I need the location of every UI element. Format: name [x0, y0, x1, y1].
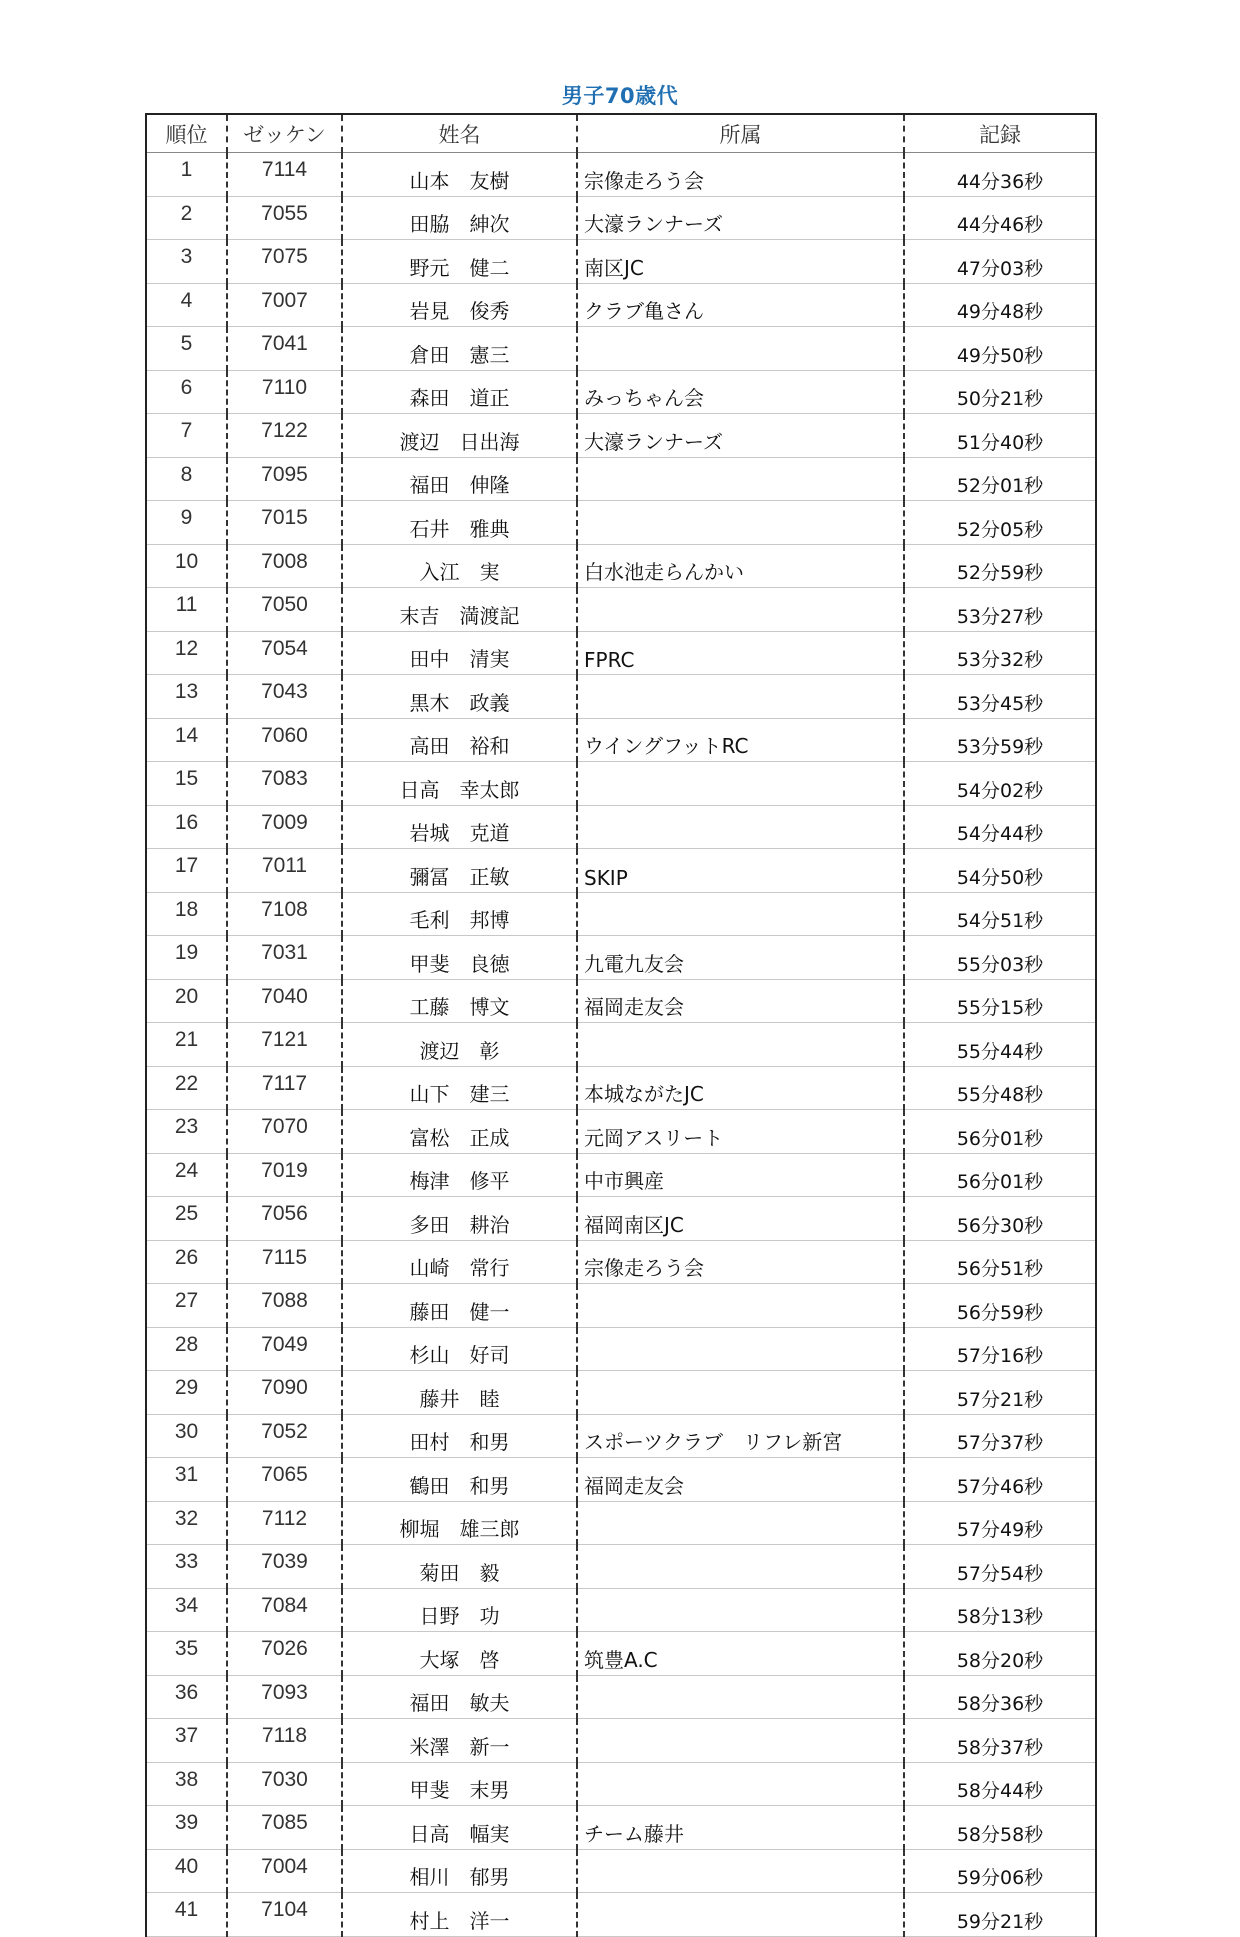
bib-cell: 7121: [227, 1023, 342, 1067]
table-row: [146, 1371, 1096, 1415]
team-cell: 元岡アスリート: [577, 1110, 904, 1154]
table-row: [146, 1719, 1096, 1763]
table-row: [146, 370, 1096, 414]
table-row: [146, 979, 1096, 1023]
results-table: [145, 113, 1097, 1937]
name-cell: 田村 和男: [342, 1414, 577, 1458]
rank-cell: 16: [146, 805, 227, 849]
name-cell: 杉山 好司: [342, 1327, 577, 1371]
rank-cell: 30: [146, 1414, 227, 1458]
team-cell: [577, 1501, 904, 1545]
time-cell: 53分59秒: [904, 718, 1096, 762]
name-cell: 日高 幸太郎: [342, 762, 577, 806]
rank-cell: 20: [146, 979, 227, 1023]
name-cell: 田脇 紳次: [342, 196, 577, 240]
name-cell: 渡辺 彰: [342, 1023, 577, 1067]
table-row: [146, 805, 1096, 849]
name-cell: 倉田 憲三: [342, 327, 577, 371]
bib-cell: 7075: [227, 240, 342, 284]
table-row: [146, 327, 1096, 371]
table-row: [146, 631, 1096, 675]
bib-cell: 7117: [227, 1066, 342, 1110]
time-cell: 59分21秒: [904, 1893, 1096, 1937]
name-cell: 日野 功: [342, 1588, 577, 1632]
name-cell: 毛利 邦博: [342, 892, 577, 936]
name-cell: 山下 建三: [342, 1066, 577, 1110]
name-cell: 山崎 常行: [342, 1240, 577, 1284]
team-cell: [577, 1023, 904, 1067]
table-row: [146, 1066, 1096, 1110]
team-cell: [577, 1371, 904, 1415]
team-cell: FPRC: [577, 631, 904, 675]
bib-cell: 7084: [227, 1588, 342, 1632]
table-row: [146, 1632, 1096, 1676]
bib-cell: 7040: [227, 979, 342, 1023]
team-cell: [577, 1893, 904, 1937]
bib-cell: 7110: [227, 370, 342, 414]
bib-cell: 7015: [227, 501, 342, 545]
rank-cell: 2: [146, 196, 227, 240]
rank-cell: 37: [146, 1719, 227, 1763]
rank-cell: 15: [146, 762, 227, 806]
team-cell: 宗像走ろう会: [577, 1240, 904, 1284]
team-cell: [577, 892, 904, 936]
rank-cell: 14: [146, 718, 227, 762]
name-cell: 大塚 啓: [342, 1632, 577, 1676]
time-cell: 56分51秒: [904, 1240, 1096, 1284]
rank-cell: 8: [146, 457, 227, 501]
time-cell: 55分44秒: [904, 1023, 1096, 1067]
header-row: [146, 114, 1096, 153]
team-cell: [577, 1849, 904, 1893]
name-cell: 菊田 毅: [342, 1545, 577, 1589]
time-cell: 56分01秒: [904, 1110, 1096, 1154]
time-cell: 52分59秒: [904, 544, 1096, 588]
rank-cell: 38: [146, 1762, 227, 1806]
time-cell: 58分58秒: [904, 1806, 1096, 1850]
team-cell: 白水池走らんかい: [577, 544, 904, 588]
time-cell: 56分59秒: [904, 1284, 1096, 1328]
rank-cell: 9: [146, 501, 227, 545]
column-header-name: 姓名: [342, 114, 577, 153]
time-cell: 56分30秒: [904, 1197, 1096, 1241]
team-cell: [577, 501, 904, 545]
team-cell: [577, 1284, 904, 1328]
bib-cell: 7054: [227, 631, 342, 675]
name-cell: 田中 清実: [342, 631, 577, 675]
team-cell: チーム藤井: [577, 1806, 904, 1850]
time-cell: 55分15秒: [904, 979, 1096, 1023]
time-cell: 44分36秒: [904, 153, 1096, 197]
name-cell: 日高 幅実: [342, 1806, 577, 1850]
name-cell: 高田 裕和: [342, 718, 577, 762]
table-row: [146, 675, 1096, 719]
time-cell: 50分21秒: [904, 370, 1096, 414]
time-cell: 55分03秒: [904, 936, 1096, 980]
name-cell: 村上 洋一: [342, 1893, 577, 1937]
time-cell: 57分49秒: [904, 1501, 1096, 1545]
time-cell: 57分46秒: [904, 1458, 1096, 1502]
name-cell: 甲斐 良徳: [342, 936, 577, 980]
name-cell: 藤田 健一: [342, 1284, 577, 1328]
bib-cell: 7093: [227, 1675, 342, 1719]
table-row: [146, 1458, 1096, 1502]
rank-cell: 39: [146, 1806, 227, 1850]
time-cell: 59分06秒: [904, 1849, 1096, 1893]
team-cell: 本城ながたJC: [577, 1066, 904, 1110]
table-row: [146, 1545, 1096, 1589]
time-cell: 58分44秒: [904, 1762, 1096, 1806]
bib-cell: 7085: [227, 1806, 342, 1850]
table-row: [146, 892, 1096, 936]
name-cell: 山本 友樹: [342, 153, 577, 197]
name-cell: 黒木 政義: [342, 675, 577, 719]
rank-cell: 29: [146, 1371, 227, 1415]
rank-cell: 28: [146, 1327, 227, 1371]
column-header-bib: ゼッケン: [227, 114, 342, 153]
table-row: [146, 1849, 1096, 1893]
table-row: [146, 718, 1096, 762]
name-cell: 米澤 新一: [342, 1719, 577, 1763]
name-cell: 末吉 満渡記: [342, 588, 577, 632]
time-cell: 58分20秒: [904, 1632, 1096, 1676]
column-header-time: 記録: [904, 114, 1096, 153]
page-title: 男子70歳代: [561, 84, 679, 108]
rank-cell: 32: [146, 1501, 227, 1545]
team-cell: [577, 762, 904, 806]
bib-cell: 7009: [227, 805, 342, 849]
table-row: [146, 762, 1096, 806]
name-cell: 富松 正成: [342, 1110, 577, 1154]
team-cell: みっちゃん会: [577, 370, 904, 414]
name-cell: 野元 健二: [342, 240, 577, 284]
table-row: [146, 283, 1096, 327]
time-cell: 58分13秒: [904, 1588, 1096, 1632]
rank-cell: 5: [146, 327, 227, 371]
name-cell: 岩見 俊秀: [342, 283, 577, 327]
team-cell: SKIP: [577, 849, 904, 893]
bib-cell: 7118: [227, 1719, 342, 1763]
rank-cell: 27: [146, 1284, 227, 1328]
team-cell: 福岡走友会: [577, 1458, 904, 1502]
table-row: [146, 501, 1096, 545]
name-cell: 藤井 睦: [342, 1371, 577, 1415]
team-cell: 筑豊A.C: [577, 1632, 904, 1676]
name-cell: 相川 郁男: [342, 1849, 577, 1893]
table-row: [146, 544, 1096, 588]
time-cell: 56分01秒: [904, 1153, 1096, 1197]
bib-cell: 7039: [227, 1545, 342, 1589]
rank-cell: 25: [146, 1197, 227, 1241]
name-cell: 岩城 克道: [342, 805, 577, 849]
table-row: [146, 1893, 1096, 1937]
table-row: [146, 1240, 1096, 1284]
bib-cell: 7108: [227, 892, 342, 936]
rank-cell: 7: [146, 414, 227, 458]
team-cell: 宗像走ろう会: [577, 153, 904, 197]
time-cell: 53分27秒: [904, 588, 1096, 632]
time-cell: 44分46秒: [904, 196, 1096, 240]
rank-cell: 33: [146, 1545, 227, 1589]
name-cell: 渡辺 日出海: [342, 414, 577, 458]
time-cell: 57分16秒: [904, 1327, 1096, 1371]
table-row: [146, 1588, 1096, 1632]
bib-cell: 7050: [227, 588, 342, 632]
name-cell: 多田 耕治: [342, 1197, 577, 1241]
bib-cell: 7007: [227, 283, 342, 327]
rank-cell: 17: [146, 849, 227, 893]
table-row: [146, 1023, 1096, 1067]
team-cell: 中市興産: [577, 1153, 904, 1197]
rank-cell: 1: [146, 153, 227, 197]
bib-cell: 7055: [227, 196, 342, 240]
time-cell: 52分01秒: [904, 457, 1096, 501]
table-row: [146, 240, 1096, 284]
name-cell: 石井 雅典: [342, 501, 577, 545]
bib-cell: 7060: [227, 718, 342, 762]
table-row: [146, 1501, 1096, 1545]
rank-cell: 4: [146, 283, 227, 327]
table-row: [146, 457, 1096, 501]
time-cell: 52分05秒: [904, 501, 1096, 545]
time-cell: 53分32秒: [904, 631, 1096, 675]
time-cell: 49分48秒: [904, 283, 1096, 327]
bib-cell: 7043: [227, 675, 342, 719]
bib-cell: 7095: [227, 457, 342, 501]
table-row: [146, 1327, 1096, 1371]
bib-cell: 7112: [227, 1501, 342, 1545]
table-row: [146, 1675, 1096, 1719]
table-header: [146, 114, 1096, 153]
table-row: [146, 153, 1096, 197]
name-cell: 鶴田 和男: [342, 1458, 577, 1502]
team-cell: [577, 327, 904, 371]
bib-cell: 7052: [227, 1414, 342, 1458]
rank-cell: 10: [146, 544, 227, 588]
time-cell: 54分50秒: [904, 849, 1096, 893]
team-cell: [577, 1588, 904, 1632]
bib-cell: 7115: [227, 1240, 342, 1284]
rank-cell: 26: [146, 1240, 227, 1284]
table-row: [146, 1762, 1096, 1806]
time-cell: 53分45秒: [904, 675, 1096, 719]
bib-cell: 7056: [227, 1197, 342, 1241]
time-cell: 55分48秒: [904, 1066, 1096, 1110]
bib-cell: 7065: [227, 1458, 342, 1502]
table-row: [146, 1197, 1096, 1241]
bib-cell: 7049: [227, 1327, 342, 1371]
team-cell: [577, 1762, 904, 1806]
table-row: [146, 1806, 1096, 1850]
rank-cell: 21: [146, 1023, 227, 1067]
team-cell: 九電九友会: [577, 936, 904, 980]
time-cell: 54分02秒: [904, 762, 1096, 806]
bib-cell: 7008: [227, 544, 342, 588]
team-cell: [577, 1675, 904, 1719]
bib-cell: 7031: [227, 936, 342, 980]
team-cell: クラブ亀さん: [577, 283, 904, 327]
team-cell: [577, 1327, 904, 1371]
bib-cell: 7122: [227, 414, 342, 458]
time-cell: 58分36秒: [904, 1675, 1096, 1719]
name-cell: 森田 道正: [342, 370, 577, 414]
team-cell: スポーツクラブ リフレ新宮: [577, 1414, 904, 1458]
rank-cell: 40: [146, 1849, 227, 1893]
bib-cell: 7041: [227, 327, 342, 371]
team-cell: [577, 1719, 904, 1763]
table-row: [146, 1284, 1096, 1328]
rank-cell: 19: [146, 936, 227, 980]
rank-cell: 34: [146, 1588, 227, 1632]
team-cell: 大濠ランナーズ: [577, 196, 904, 240]
rank-cell: 22: [146, 1066, 227, 1110]
table-row: [146, 196, 1096, 240]
time-cell: 51分40秒: [904, 414, 1096, 458]
time-cell: 57分21秒: [904, 1371, 1096, 1415]
bib-cell: 7019: [227, 1153, 342, 1197]
table-row: [146, 1110, 1096, 1154]
column-header-rank: 順位: [146, 114, 227, 153]
team-cell: 南区JC: [577, 240, 904, 284]
bib-cell: 7114: [227, 153, 342, 197]
rank-cell: 3: [146, 240, 227, 284]
rank-cell: 12: [146, 631, 227, 675]
bib-cell: 7026: [227, 1632, 342, 1676]
team-cell: 福岡南区JC: [577, 1197, 904, 1241]
rank-cell: 35: [146, 1632, 227, 1676]
time-cell: 57分37秒: [904, 1414, 1096, 1458]
name-cell: 彌冨 正敏: [342, 849, 577, 893]
time-cell: 57分54秒: [904, 1545, 1096, 1589]
bib-cell: 7004: [227, 1849, 342, 1893]
team-cell: [577, 588, 904, 632]
table-row: [146, 588, 1096, 632]
team-cell: ウイングフットRC: [577, 718, 904, 762]
bib-cell: 7083: [227, 762, 342, 806]
rank-cell: 23: [146, 1110, 227, 1154]
table-row: [146, 414, 1096, 458]
rank-cell: 31: [146, 1458, 227, 1502]
bib-cell: 7090: [227, 1371, 342, 1415]
team-cell: 福岡走友会: [577, 979, 904, 1023]
name-cell: 梅津 修平: [342, 1153, 577, 1197]
bib-cell: 7030: [227, 1762, 342, 1806]
time-cell: 58分37秒: [904, 1719, 1096, 1763]
table-body: [146, 153, 1096, 1937]
rank-cell: 36: [146, 1675, 227, 1719]
rank-cell: 41: [146, 1893, 227, 1937]
rank-cell: 11: [146, 588, 227, 632]
name-cell: 柳堀 雄三郎: [342, 1501, 577, 1545]
rank-cell: 24: [146, 1153, 227, 1197]
bib-cell: 7104: [227, 1893, 342, 1937]
time-cell: 49分50秒: [904, 327, 1096, 371]
rank-cell: 18: [146, 892, 227, 936]
table-row: [146, 936, 1096, 980]
time-cell: 54分44秒: [904, 805, 1096, 849]
bib-cell: 7011: [227, 849, 342, 893]
rank-cell: 13: [146, 675, 227, 719]
table-row: [146, 849, 1096, 893]
team-cell: 大濠ランナーズ: [577, 414, 904, 458]
column-header-team: 所属: [577, 114, 904, 153]
table-row: [146, 1153, 1096, 1197]
name-cell: 福田 伸隆: [342, 457, 577, 501]
team-cell: [577, 1545, 904, 1589]
time-cell: 47分03秒: [904, 240, 1096, 284]
bib-cell: 7088: [227, 1284, 342, 1328]
rank-cell: 6: [146, 370, 227, 414]
name-cell: 福田 敏夫: [342, 1675, 577, 1719]
name-cell: 甲斐 末男: [342, 1762, 577, 1806]
team-cell: [577, 805, 904, 849]
team-cell: [577, 457, 904, 501]
time-cell: 54分51秒: [904, 892, 1096, 936]
table-row: [146, 1414, 1096, 1458]
bib-cell: 7070: [227, 1110, 342, 1154]
name-cell: 工藤 博文: [342, 979, 577, 1023]
name-cell: 入江 実: [342, 544, 577, 588]
team-cell: [577, 675, 904, 719]
